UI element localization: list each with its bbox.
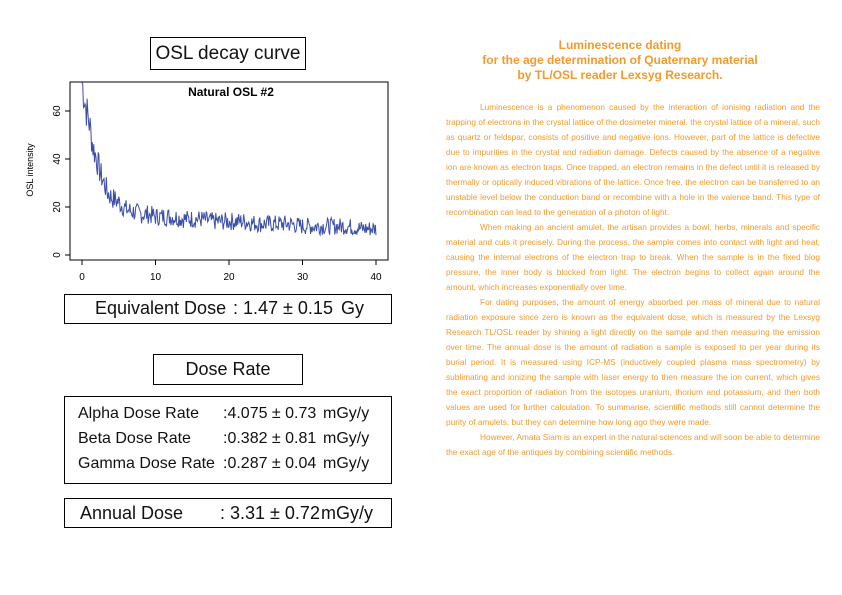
x-tick-label: 10	[149, 272, 162, 283]
series-group	[82, 83, 376, 236]
annual-dose-box	[64, 498, 392, 528]
y-tick-label: 0	[52, 252, 63, 258]
osl-decay-series-line	[82, 83, 376, 236]
gamma-dose-unit: mGy/y	[323, 455, 370, 472]
osl-decay-title: OSL decay curve	[155, 42, 301, 64]
article-paragraph: However, Amata Siam is an expert in the natural sciences and will soon be able to determine the exact age of the antiques by combining scientific methods.	[446, 432, 820, 457]
chart-title: Natural OSL #2	[188, 85, 274, 99]
equivalent-dose-label: Equivalent Dose	[95, 298, 227, 318]
y-tick-label: 60	[52, 105, 63, 117]
equivalent-dose-unit: Gy	[341, 298, 365, 318]
gamma-dose-row	[78, 455, 388, 477]
article-paragraph: When making an ancient amulet, the artisan provides a bowl, herbs, minerals and specific material and cuts it precisely. During the process, the sample comes into contact with light and heat, causing the internal electrons of the electron trap to break. When the sample is in the fixed blog pressure, the inner body is blocked from light. The electron begins to collect again around the amount, which increases exponentially over time.	[446, 222, 820, 292]
heading-line-2: for the age determination of Quaternary material	[482, 53, 758, 67]
heading-line-1: Luminescence dating	[558, 38, 682, 52]
alpha-dose-row	[78, 405, 388, 427]
equivalent-dose-value: : 1.47 ± 0.15	[233, 298, 333, 318]
x-tick-label: 0	[79, 272, 85, 283]
gamma-dose-value: :0.287 ± 0.04	[223, 455, 317, 472]
annual-dose-value: : 3.31 ± 0.72	[220, 503, 320, 523]
beta-dose-label: Beta Dose Rate	[78, 430, 191, 447]
y-tick-label: 20	[52, 201, 63, 213]
annual-dose-unit: mGy/y	[321, 503, 373, 523]
heading-line-3: by TL/OSL reader Lexsyg Research.	[517, 68, 723, 82]
gamma-dose-label: Gamma Dose Rate	[78, 455, 215, 472]
alpha-dose-value: :4.075 ± 0.73	[223, 405, 317, 422]
article-paragraph: Luminescence is a phenomenon caused by the interaction of ionising radiation and the trapping of electrons in the crystal lattice of the dosimeter mineral. the crystal lattice of a mineral, such as quartz or feldspar, consists of positive and negative ions. However, part of the lattice is defective due to impurities in the crystal and radiation damage. Defects caused by the absence of a negative ion are known as electron traps. Once trapped, an electron remains in the defect until it is released by thermally or optically induced vibrations of the lattice. Once free, the electron can be transferred to an unstable level below the conduction band or recombine with a hole in the valence band. This type of recombination can lead to the generation of a photon of light.	[446, 102, 820, 217]
article-body	[446, 100, 820, 460]
annual-dose-label: Annual Dose	[80, 503, 184, 523]
beta-dose-value: :0.382 ± 0.81	[223, 430, 317, 447]
beta-dose-unit: mGy/y	[323, 430, 370, 447]
y-axis-label: OSL intensity	[25, 143, 35, 197]
x-tick-label: 40	[370, 272, 382, 283]
article-heading	[470, 38, 770, 83]
plot-frame	[70, 82, 388, 260]
article-paragraph: For dating purposes, the amount of energy absorbed per mass of mineral due to natural radiation exposure since zero is known as the equivalent dose, which is measured by the Lexsyg Research TL/OSL reader by shining a light directly on the sample and then measuring the emission over time. The annual dose is the amount of radiation a sample is exposed to per year during its burial period. It is measured using ICP-MS (inductively coupled plasma mass spectrometry) by sublimating and ionizing the sample with laser energy to then measure the ion current, which gives the exact proportion of radiation from the isotopes uranium, thorium and potassium, and then both values are used for further calculation. To summarise, scientific methods still cannot determine the purity of amulets, but they can determine how long ago they were made.	[446, 297, 820, 427]
x-tick-label: 20	[223, 272, 235, 283]
alpha-dose-unit: mGy/y	[323, 405, 370, 422]
x-tick-label: 30	[296, 272, 309, 283]
dose-rates-box	[64, 396, 392, 484]
equivalent-dose-box	[64, 294, 392, 324]
beta-dose-row	[78, 430, 388, 452]
y-axis-ticks	[52, 105, 70, 258]
dose-rate-title: Dose Rate	[185, 359, 271, 379]
alpha-dose-label: Alpha Dose Rate	[78, 405, 199, 422]
dose-rate-title-box	[153, 354, 303, 385]
x-axis-ticks	[79, 260, 382, 283]
y-tick-label: 40	[52, 153, 63, 165]
